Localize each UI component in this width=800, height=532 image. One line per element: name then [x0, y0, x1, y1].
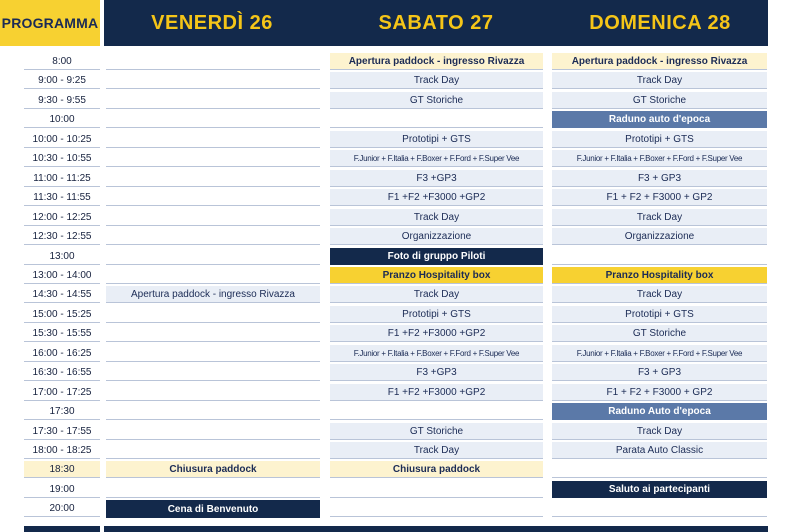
schedule-event: Track Day — [330, 442, 543, 459]
time-slot: 9:30 - 9:55 — [24, 92, 100, 109]
time-slot: 18:00 - 18:25 — [24, 442, 100, 459]
schedule-empty-cell — [106, 403, 320, 420]
time-slot: 19:00 — [24, 481, 100, 498]
time-slot: 11:00 - 11:25 — [24, 170, 100, 187]
schedule-event: F3 +GP3 — [330, 364, 543, 381]
schedule-event: F1 +F2 +F3000 +GP2 — [330, 325, 543, 342]
schedule-event: Prototipi + GTS — [552, 131, 767, 148]
time-slot: 12:30 - 12:55 — [24, 228, 100, 245]
schedule-empty-cell — [106, 131, 320, 148]
schedule-empty-cell — [106, 228, 320, 245]
time-slot: 20:00 — [24, 500, 100, 517]
schedule-event: F1 + F2 + F3000 + GP2 — [552, 384, 767, 401]
time-slot: 14:30 - 14:55 — [24, 286, 100, 303]
schedule-event: F.Junior + F.Italia + F.Boxer + F.Ford + F.Super Vee — [330, 150, 543, 167]
schedule-event: Organizzazione — [552, 228, 767, 245]
schedule-empty-cell — [106, 481, 320, 498]
schedule-event: Organizzazione — [330, 228, 543, 245]
schedule-event: F.Junior + F.Italia + F.Boxer + F.Ford + F.Super Vee — [330, 345, 543, 362]
schedule-event: GT Storiche — [552, 92, 767, 109]
schedule-empty-cell — [106, 423, 320, 440]
schedule-event: F.Junior + F.Italia + F.Boxer + F.Ford + F.Super Vee — [552, 150, 767, 167]
time-slot: 16:00 - 16:25 — [24, 345, 100, 362]
schedule-event: F.Junior + F.Italia + F.Boxer + F.Ford + F.Super Vee — [552, 345, 767, 362]
schedule-empty-cell — [330, 500, 543, 517]
schedule-event: Pranzo Hospitality box — [330, 267, 543, 284]
time-slot: 10:00 - 10:25 — [24, 131, 100, 148]
schedule-event: Chiusura paddock — [330, 461, 543, 478]
schedule-empty-cell — [106, 92, 320, 109]
footer-bar — [104, 526, 768, 532]
schedule-empty-cell — [330, 111, 543, 128]
schedule-event: F3 +GP3 — [330, 170, 543, 187]
schedule-event: Track Day — [552, 209, 767, 226]
schedule-event: Raduno Auto d'epoca — [552, 403, 767, 420]
schedule-event: Track Day — [330, 209, 543, 226]
schedule-empty-cell — [106, 345, 320, 362]
schedule-event: GT Storiche — [330, 92, 543, 109]
schedule-empty-cell — [106, 364, 320, 381]
schedule-empty-cell — [106, 325, 320, 342]
time-slot: 8:00 — [24, 53, 100, 70]
schedule-event: Apertura paddock - ingresso Rivazza — [106, 286, 320, 303]
schedule-empty-cell — [552, 500, 767, 517]
time-slot: 10:30 - 10:55 — [24, 150, 100, 167]
schedule-event: Pranzo Hospitality box — [552, 267, 767, 284]
schedule-event: F1 + F2 + F3000 + GP2 — [552, 189, 767, 206]
schedule-empty-cell — [552, 461, 767, 478]
schedule-event: F3 + GP3 — [552, 170, 767, 187]
schedule-empty-cell — [552, 248, 767, 265]
schedule-empty-cell — [330, 481, 543, 498]
schedule-empty-cell — [106, 150, 320, 167]
schedule-empty-cell — [106, 384, 320, 401]
time-slot: 12:00 - 12:25 — [24, 209, 100, 226]
schedule-empty-cell — [106, 306, 320, 323]
schedule-event: GT Storiche — [330, 423, 543, 440]
schedule-event: GT Storiche — [552, 325, 767, 342]
time-slot: 17:30 - 17:55 — [24, 423, 100, 440]
time-slot: 17:30 — [24, 403, 100, 420]
schedule-empty-cell — [106, 53, 320, 70]
schedule-event: Apertura paddock - ingresso Rivazza — [330, 53, 543, 70]
time-slot: 9:00 - 9:25 — [24, 72, 100, 89]
schedule-empty-cell — [330, 403, 543, 420]
schedule-event: Foto di gruppo Piloti — [330, 248, 543, 265]
schedule-event: Prototipi + GTS — [330, 306, 543, 323]
time-slot: 11:30 - 11:55 — [24, 189, 100, 206]
schedule-empty-cell — [106, 248, 320, 265]
schedule-event: F1 +F2 +F3000 +GP2 — [330, 384, 543, 401]
schedule-event: Prototipi + GTS — [330, 131, 543, 148]
schedule-event: Track Day — [330, 286, 543, 303]
schedule-empty-cell — [106, 72, 320, 89]
time-slot: 18:30 — [24, 461, 100, 478]
schedule-event: F3 + GP3 — [552, 364, 767, 381]
time-slot: 15:00 - 15:25 — [24, 306, 100, 323]
schedule-event: Track Day — [552, 286, 767, 303]
schedule-empty-cell — [106, 442, 320, 459]
schedule-event: Saluto ai partecipanti — [552, 481, 767, 498]
days-header-bar — [104, 0, 768, 46]
time-slot: 10:00 — [24, 111, 100, 128]
schedule-event: Raduno auto d'epoca — [552, 111, 767, 128]
schedule-empty-cell — [106, 111, 320, 128]
time-slot: 15:30 - 15:55 — [24, 325, 100, 342]
day-header-saturday: SABATO 27 — [378, 11, 494, 34]
schedule-event: F1 +F2 +F3000 +GP2 — [330, 189, 543, 206]
programma-header: PROGRAMMA — [0, 0, 100, 46]
schedule-event: Track Day — [552, 72, 767, 89]
schedule-empty-cell — [106, 189, 320, 206]
schedule-event: Chiusura paddock — [106, 461, 320, 478]
time-slot: 17:00 - 17:25 — [24, 384, 100, 401]
day-header-friday: VENERDÌ 26 — [151, 11, 273, 34]
footer-bar — [24, 526, 100, 532]
schedule-event: Track Day — [552, 423, 767, 440]
time-slot: 13:00 — [24, 248, 100, 265]
schedule-event: Apertura paddock - ingresso Rivazza — [552, 53, 767, 70]
schedule-empty-cell — [106, 209, 320, 226]
schedule-empty-cell — [106, 170, 320, 187]
schedule-empty-cell — [106, 267, 320, 284]
schedule-event: Prototipi + GTS — [552, 306, 767, 323]
schedule-event: Track Day — [330, 72, 543, 89]
schedule-event: Parata Auto Classic — [552, 442, 767, 459]
time-slot: 13:00 - 14:00 — [24, 267, 100, 284]
day-header-sunday: DOMENICA 28 — [589, 11, 731, 34]
time-slot: 16:30 - 16:55 — [24, 364, 100, 381]
schedule-event: Cena di Benvenuto — [106, 500, 320, 518]
